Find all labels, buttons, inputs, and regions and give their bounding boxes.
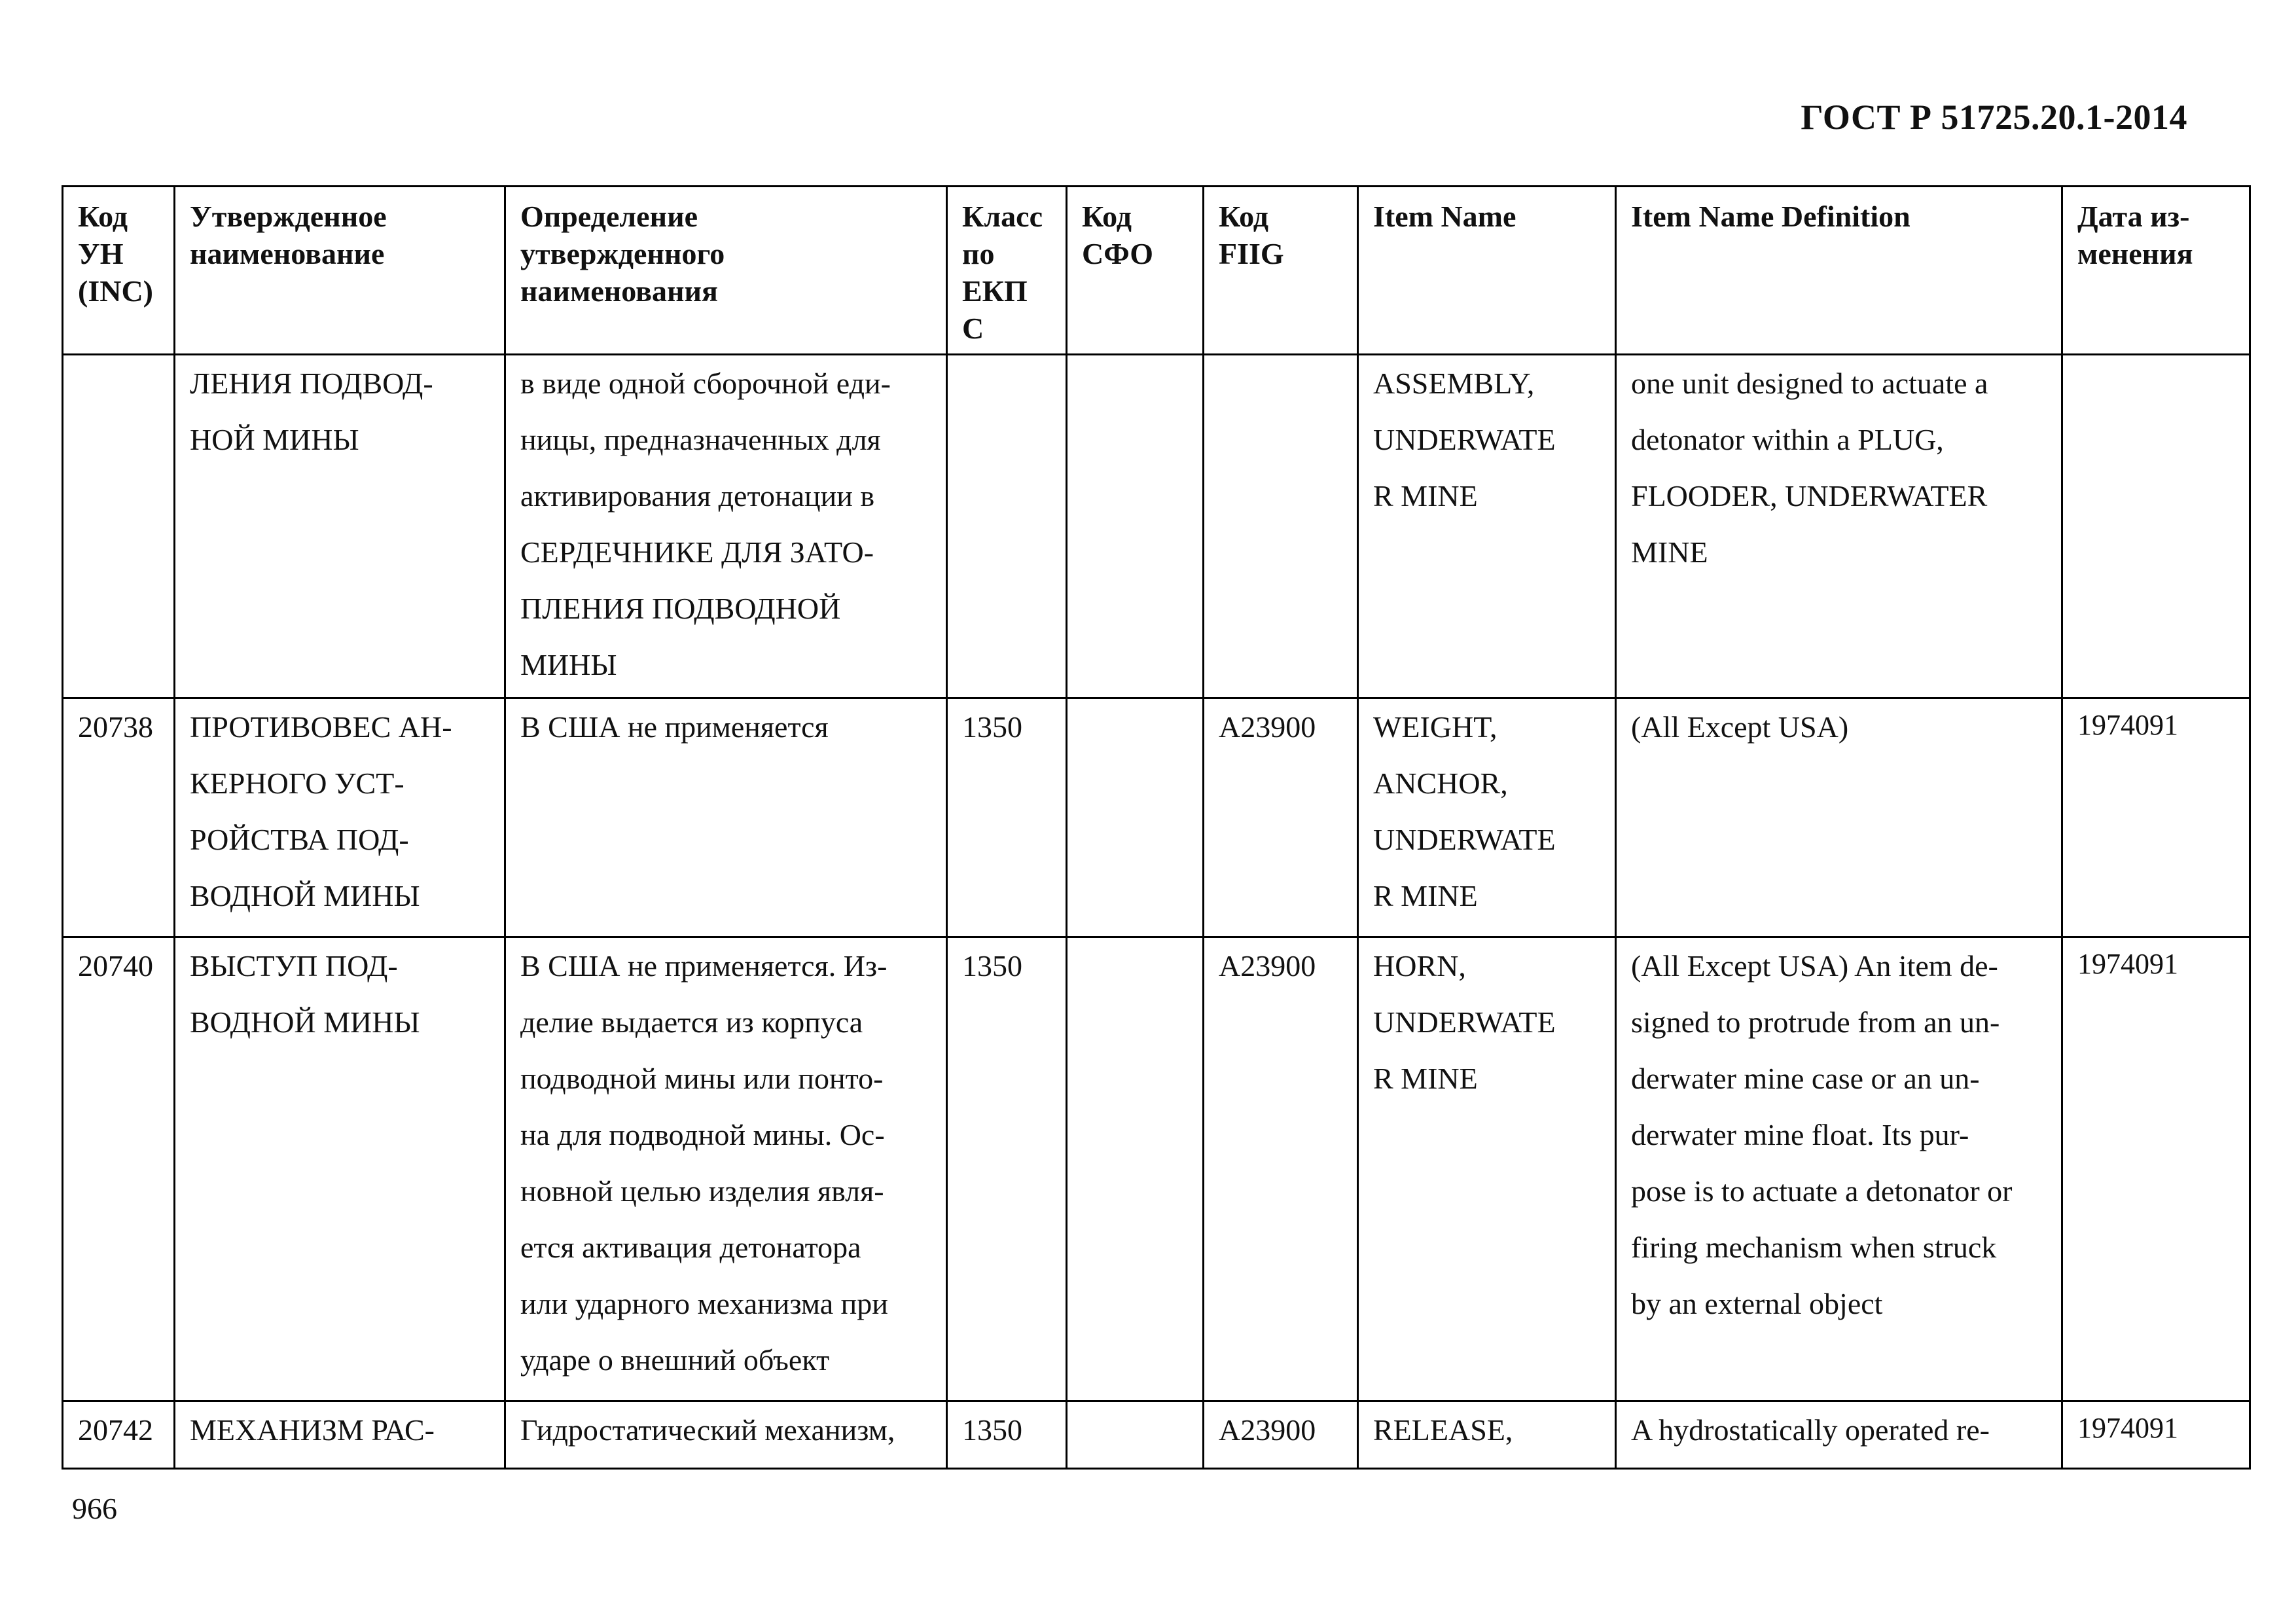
cell-name: ПРОТИВОВЕС АН- КЕРНОГО УСТ- РОЙСТВА ПОД- ВОДНОЙ МИНЫ [175,698,505,937]
column-header-item-name: Item Name [1358,187,1616,355]
cell-fiig [1204,355,1358,698]
cell-code: 20738 [63,698,175,937]
cell-date: 1974091 [2062,698,2250,937]
cell-date: 1974091 [2062,1401,2250,1469]
cell-item-definition: (All Except USA) [1616,698,2062,937]
cell-class: 1350 [947,698,1067,937]
cell-definition: Гидростатический механизм, [505,1401,947,1469]
cell-code: 20742 [63,1401,175,1469]
cell-date: 1974091 [2062,937,2250,1401]
cell-sfo [1067,937,1204,1401]
cell-item-definition: one unit designed to actuate a detonator within a PLUG, FLOODER, UNDERWATER MINE [1616,355,2062,698]
cell-item-name: ASSEMBLY, UNDERWATE R MINE [1358,355,1616,698]
cell-fiig: A23900 [1204,1401,1358,1469]
document-code: ГОСТ Р 51725.20.1-2014 [1801,98,2187,137]
cell-fiig: A23900 [1204,698,1358,937]
column-header-item-name-definition: Item Name Definition [1616,187,2062,355]
column-header-change-date: Дата из- менения [2062,187,2250,355]
cell-sfo [1067,698,1204,937]
cell-item-name: RELEASE, [1358,1401,1616,1469]
cell-name: МЕХАНИЗМ РАС- [175,1401,505,1469]
cell-definition: В США не применяется. Из- делие выдается из корпуса подводной мины или понто- на для подводной мины. Ос- новной целью изделия явля- ется активация детонатора или ударного механизма при ударе о внешний объект [505,937,947,1401]
column-header-sfo-code: Код СФО [1067,187,1204,355]
cell-class [947,355,1067,698]
cell-item-definition: A hydrostatically operated re- [1616,1401,2062,1469]
cell-sfo [1067,355,1204,698]
table-row [63,937,2250,1401]
page-number: 966 [72,1492,117,1525]
column-header-name-definition: Определение утвержденного наименования [505,187,947,355]
cell-date [2062,355,2250,698]
item-names-table [62,185,2251,1470]
cell-name: ВЫСТУП ПОД- ВОДНОЙ МИНЫ [175,937,505,1401]
cell-item-definition: (All Except USA) An item de- signed to protrude from an un- derwater mine case or an un- derwater mine float. Its pur- pose is to actuate a detonator or firing mechanism when struck by an external object [1616,937,2062,1401]
table-header-row [63,187,2250,355]
table-row [63,355,2250,698]
cell-item-name: HORN, UNDERWATE R MINE [1358,937,1616,1401]
column-header-class: Класс по ЕКП С [947,187,1067,355]
cell-sfo [1067,1401,1204,1469]
cell-class: 1350 [947,937,1067,1401]
column-header-approved-name: Утвержденное наименование [175,187,505,355]
cell-item-name: WEIGHT, ANCHOR, UNDERWATE R MINE [1358,698,1616,937]
table-row [63,698,2250,937]
cell-code [63,355,175,698]
cell-definition: В США не применяется [505,698,947,937]
cell-name: ЛЕНИЯ ПОДВОД- НОЙ МИНЫ [175,355,505,698]
cell-definition: в виде одной сборочной еди- ницы, предназначенных для активирования детонации в СЕРДЕЧНИКЕ ДЛЯ ЗАТО- ПЛЕНИЯ ПОДВОДНОЙ МИНЫ [505,355,947,698]
column-header-fiig-code: Код FIIG [1204,187,1358,355]
column-header-inc-code: Код УН (INC) [63,187,175,355]
cell-class: 1350 [947,1401,1067,1469]
cell-fiig: A23900 [1204,937,1358,1401]
cell-code: 20740 [63,937,175,1401]
table-row [63,1401,2250,1469]
